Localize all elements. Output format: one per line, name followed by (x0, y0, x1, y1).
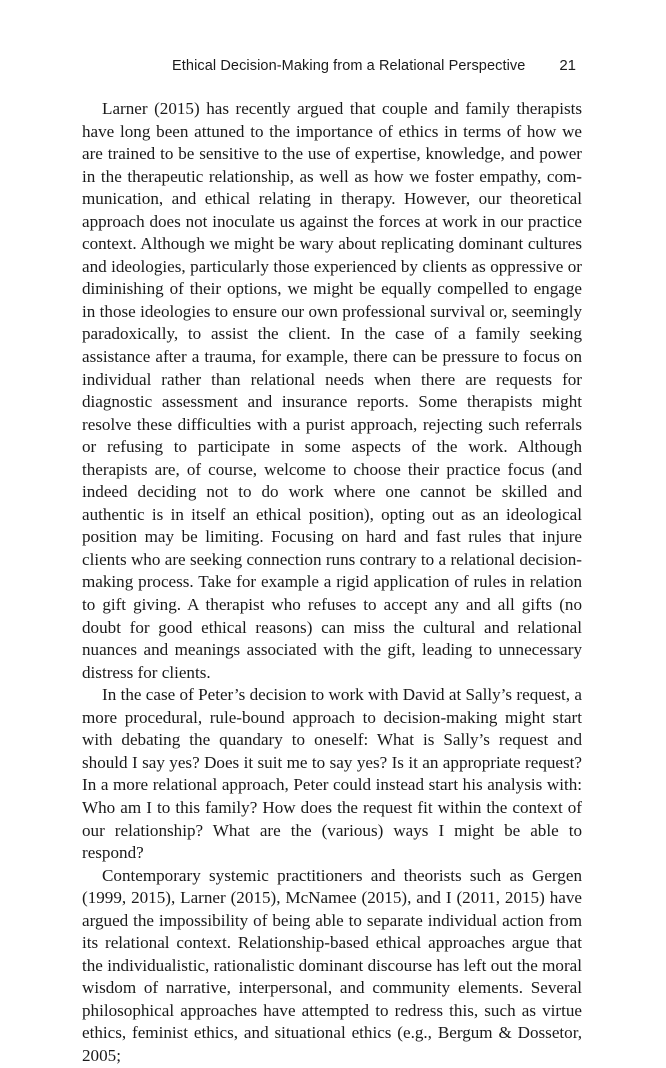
paragraph: Larner (2015) has recently argued that couple and family therapists have long been attuned to the importance of ethics in terms of how we are trained to be sensitive to the use of expertise, knowledge, and power in the therapeutic relationship, as well as how we foster empathy, communication, and ethical relating in therapy. However, our theoretical approach does not inoculate us against the forces at work in our practice context. Although we might be wary about replicating dominant cultures and ideologies, particularly those experienced by clients as oppressive or diminishing of their options, we might be equally compelled to engage in those ideologies to ensure our own professional survival or, seemingly paradoxically, to assist the client. In the case of a family seeking assistance after a trauma, for example, there can be pressure to focus on individual rather than relational needs when there are requests for diagnostic assessment and insurance reports. Some therapists might resolve these difficulties with a purist approach, rejecting such referrals or refusing to participate in some aspects of the work. Although therapists are, of course, welcome to choose their practice focus (and indeed deciding not to do work where one cannot be skilled and authentic is in itself an ethical position), opting out as an ideological position may be limiting. Focusing on hard and fast rules that injure clients who are seeking connection runs contrary to a relational decision-making process. Take for example a rigid application of rules in relation to gift giving. A therapist who refuses to accept any and all gifts (no doubt for good ethical reasons) can miss the cultural and relational nuances and meanings associated with the gift, leading to unnecessary distress for clients. (82, 99, 582, 682)
book-page (82, 52, 582, 1068)
running-title: Ethical Decision-Making from a Relational Perspective (172, 58, 526, 74)
paragraph: In the case of Peter’s decision to work with David at Sally’s request, a more procedural, rule-bound approach to decision-making might start with debating the quandary to oneself: What is Sally’s request and should I say yes? Does it suit me to say yes? Is it an appropriate request? In a more relational approach, Peter could instead start his analysis with: Who am I to this family? How does the request fit within the context of our relationship? What are the (various) ways I might be able to respond? (82, 685, 582, 863)
running-header (82, 52, 582, 82)
paragraph: Contemporary systemic practitioners and theorists such as Gergen (1999, 2015), Larner (2015), McNamee (2015), and I (2011, 2015) have argued the impossibility of being able to separate individual action from its relational context. Relationship-based ethical approaches argue that the individualistic, rationalistic dominant discourse has left out the moral wisdom of narrative, interpersonal, and community elements. Several philosophical approaches have attempted to redress this, such as virtue ethics, feminist ethics, and situational ethics (e.g., Bergum & Dossetor, 2005; (82, 865, 582, 1065)
body-text (82, 98, 582, 1068)
page-number: 21 (559, 57, 576, 74)
